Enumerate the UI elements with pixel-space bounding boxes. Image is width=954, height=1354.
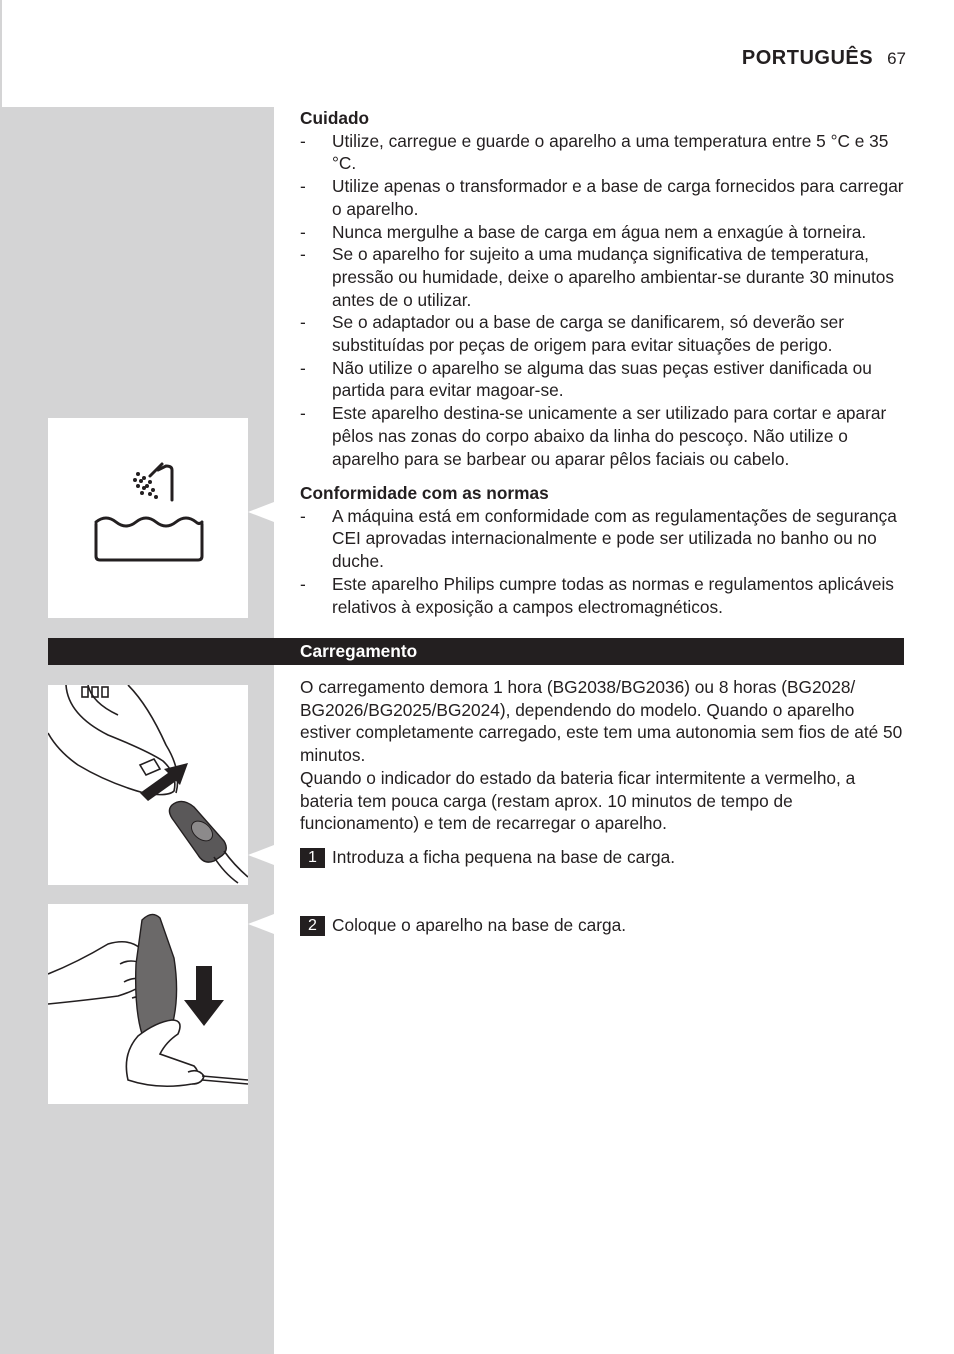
care-section xyxy=(300,107,904,470)
figure-pointer xyxy=(248,845,274,865)
charging-paragraph-1: O carregamento demora 1 hora (BG2038/BG2036) ou 8 horas (BG2028/ BG2026/BG2025/BG2024), dependendo do modelo. Quando o aparelho estiver completamente carregado, este tem uma autonomia sem fios de até 50 minutos. xyxy=(300,677,903,766)
figure-pointer xyxy=(248,914,274,934)
language-label: PORTUGUÊS xyxy=(741,47,874,69)
list-item: - Este aparelho destina-se unicamente a ser utilizado para cortar e aparar pêlos nas zonas do corpo abaixo da linha do pescoço. Não utilize o aparelho para se barbear ou aparar pêlos faciais ou cabelo. xyxy=(300,402,904,470)
plug-insert-illustration xyxy=(48,685,248,885)
care-heading: Cuidado xyxy=(300,108,370,128)
page-header xyxy=(742,47,906,70)
step-number: 1 xyxy=(300,848,325,868)
list-item: - Utilize, carregue e guarde o aparelho a uma temperatura entre 5 °C e 35 °C. xyxy=(300,130,904,175)
step-number: 2 xyxy=(300,916,325,936)
compliance-section xyxy=(300,482,904,618)
compliance-heading: Conformidade com as normas xyxy=(300,483,549,503)
step-1 xyxy=(300,847,675,868)
page-number: 67 xyxy=(887,49,906,68)
list-item: - Não utilize o aparelho se alguma das suas peças estiver danificada ou partida para evitar magoar-se. xyxy=(300,357,904,402)
list-item: - Se o aparelho for sujeito a uma mudança significativa de temperatura, pressão ou humidade, deixe o aparelho ambientar-se durante 30 minutos antes de o utilizar. xyxy=(300,243,904,311)
list-item: - Utilize apenas o transformador e a base de carga fornecidos para carregar o aparelho. xyxy=(300,175,904,220)
section-bar-charging xyxy=(48,638,904,665)
charging-heading: Carregamento xyxy=(300,641,418,661)
care-list xyxy=(300,130,904,471)
list-item: - Este aparelho Philips cumpre todas as normas e regulamentos aplicáveis relativos à exposição a campos electromagnéticos. xyxy=(300,573,904,618)
sidebar-top-strip xyxy=(0,0,2,107)
charging-text xyxy=(300,676,904,835)
list-item: - Nunca mergulhe a base de carga em água nem a enxagúe à torneira. xyxy=(300,221,904,244)
charging-paragraph-2: Quando o indicador do estado da bateria ficar intermitente a vermelho, a bateria tem pouca carga (restam aprox. 10 minutos de tempo de funcionamento) e tem de recarregar o aparelho. xyxy=(300,767,856,834)
step-text: Introduza a ficha pequena na base de carga. xyxy=(332,847,676,867)
shower-bath-icon xyxy=(48,418,248,618)
step-2 xyxy=(300,915,626,936)
compliance-list xyxy=(300,505,904,619)
place-on-base-illustration xyxy=(48,904,248,1104)
list-item: - Se o adaptador ou a base de carga se danificarem, só deverão ser substituídas por peças de origem para evitar situações de perigo. xyxy=(300,311,904,356)
figure-pointer xyxy=(248,502,274,522)
step-text: Coloque o aparelho na base de carga. xyxy=(332,915,627,935)
list-item: - A máquina está em conformidade com as regulamentações de segurança CEI aprovadas internacionalmente e pode ser utilizada no banho ou no duche. xyxy=(300,505,904,573)
